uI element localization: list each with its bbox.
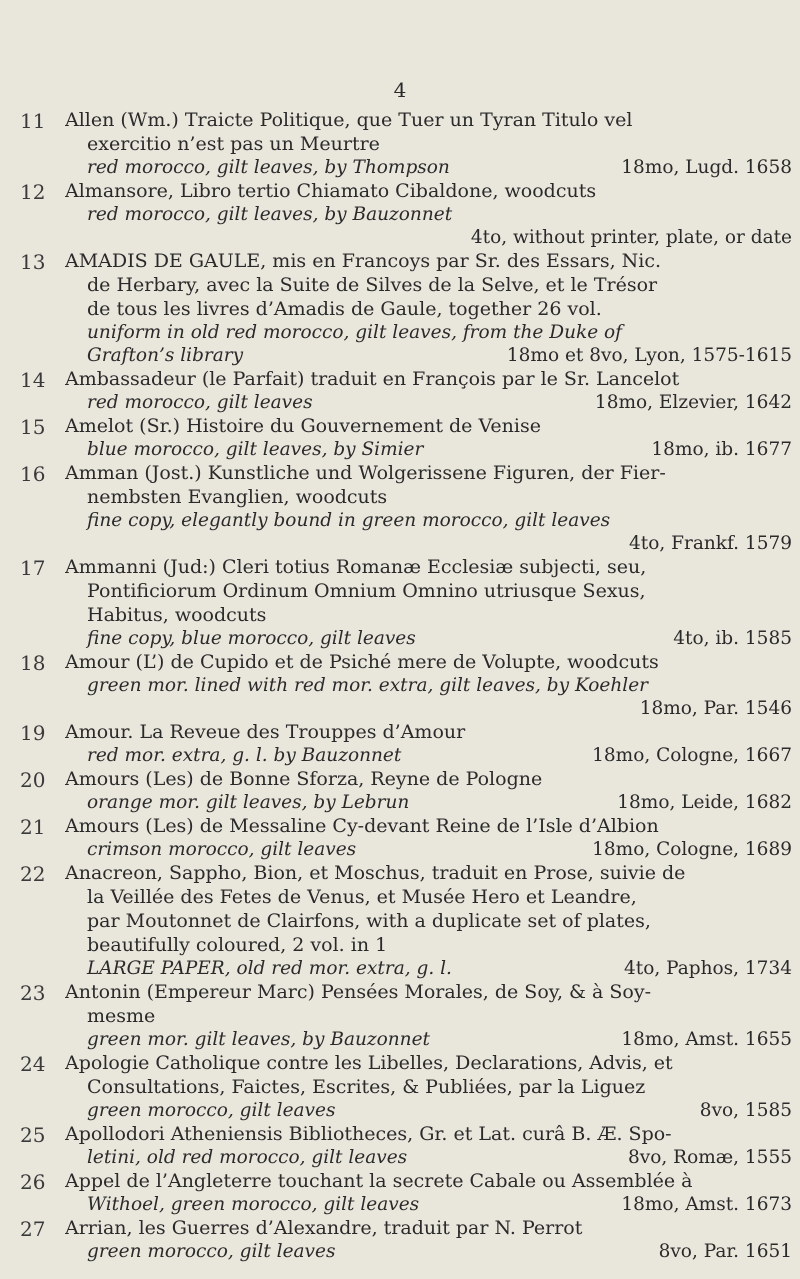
catalogue-entry: [0, 1122, 800, 1169]
binding-line: [65, 344, 792, 367]
binding-description: red morocco, gilt leaves, by Thompson: [87, 157, 450, 178]
catalogue-entry: [0, 980, 800, 1051]
binding-line: [65, 391, 792, 414]
lot-number: 27: [20, 1217, 46, 1241]
title-line: Anacreon, Sappho, Bion, et Moschus, traduit en Prose, suivie de: [65, 862, 686, 884]
binding-description: LARGE PAPER, old red mor. extra, g. l.: [87, 958, 452, 979]
title-line: AMADIS DE GAULE, mis en Francoys par Sr. des Essars, Nic.: [65, 250, 662, 272]
title-line: Allen (Wm.) Traicte Politique, que Tuer un Tyran Titulo vel: [65, 109, 633, 131]
catalogue-entry: [0, 720, 800, 767]
title-line: Almansore, Libro tertio Chiamato Cibaldone, woodcuts: [65, 180, 597, 202]
imprint: 18mo, Lugd. 1658: [621, 157, 792, 178]
lot-number: 19: [20, 721, 46, 745]
catalogue-entry: [0, 1051, 800, 1122]
binding-description: orange mor. gilt leaves, by Lebrun: [87, 792, 410, 813]
catalogue-entries: [0, 108, 800, 1263]
title-line: mesme: [87, 1005, 156, 1027]
binding-line: [65, 838, 792, 861]
binding-line: [65, 791, 792, 814]
catalogue-entry: [0, 861, 800, 980]
binding-description: red morocco, gilt leaves, by Bauzonnet: [87, 204, 453, 225]
title-line: Ambassadeur (le Parfait) traduit en François par le Sr. Lancelot: [65, 368, 680, 390]
lot-number: 22: [20, 862, 46, 886]
lot-number: 18: [20, 651, 46, 675]
title-line: Amours (Les) de Bonne Sforza, Reyne de Pologne: [65, 768, 543, 790]
binding-line: [65, 321, 792, 344]
entry-title: [65, 1051, 792, 1099]
catalogue-entry: [0, 555, 800, 650]
catalogue-entry: [0, 650, 800, 720]
binding-line: [65, 674, 792, 697]
imprint: 18mo, Cologne, 1689: [592, 839, 792, 860]
imprint: 8vo, Romæ, 1555: [628, 1147, 792, 1168]
lot-number: 14: [20, 368, 46, 392]
title-line: de tous les livres d’Amadis de Gaule, together 26 vol.: [87, 298, 602, 320]
title-line: Consultations, Faictes, Escrites, & Publiées, par la Liguez: [87, 1076, 646, 1098]
title-line: nembsten Evanglien, woodcuts: [87, 486, 388, 508]
title-line: Amelot (Sr.) Histoire du Gouvernement de Venise: [65, 415, 541, 437]
binding-line: [65, 509, 792, 532]
lot-number: 20: [20, 768, 46, 792]
imprint: 18mo, Amst. 1673: [621, 1194, 792, 1215]
title-line: Apollodori Atheniensis Bibliotheces, Gr. et Lat. curâ B. Æ. Spo-: [65, 1123, 672, 1145]
binding-description: fine copy, blue morocco, gilt leaves: [87, 628, 416, 649]
binding-description: letini, old red morocco, gilt leaves: [87, 1147, 408, 1168]
entry-title: [65, 650, 792, 674]
binding-line: [65, 627, 792, 650]
lot-number: 25: [20, 1123, 46, 1147]
binding-line: [65, 532, 792, 555]
entry-title: [65, 367, 792, 391]
binding-description: green morocco, gilt leaves: [87, 1100, 336, 1121]
imprint: 4to, Frankf. 1579: [629, 533, 792, 554]
imprint: 18mo et 8vo, Lyon, 1575-1615: [506, 345, 792, 366]
entry-title: [65, 861, 792, 957]
binding-line: [65, 1028, 792, 1051]
binding-description: blue morocco, gilt leaves, by Simier: [87, 439, 424, 460]
entry-title: [65, 814, 792, 838]
catalogue-entry: [0, 1169, 800, 1216]
binding-description: green morocco, gilt leaves: [87, 1241, 336, 1262]
binding-description: crimson morocco, gilt leaves: [87, 839, 357, 860]
lot-number: 21: [20, 815, 46, 839]
imprint: 8vo, 1585: [699, 1100, 792, 1121]
entry-title: [65, 461, 792, 509]
title-line: beautifully coloured, 2 vol. in 1: [87, 934, 388, 956]
lot-number: 17: [20, 556, 46, 580]
binding-description: red morocco, gilt leaves: [87, 392, 313, 413]
entry-title: [65, 1169, 792, 1193]
binding-line: [65, 957, 792, 980]
title-line: Arrian, les Guerres d’Alexandre, traduit par N. Perrot: [65, 1217, 583, 1239]
title-line: Appel de l’Angleterre touchant la secrete Cabale ou Assemblée à: [65, 1170, 693, 1192]
entry-title: [65, 980, 792, 1028]
catalogue-entry: [0, 367, 800, 414]
entry-title: [65, 179, 792, 203]
lot-number: 13: [20, 250, 46, 274]
imprint: 4to, Paphos, 1734: [624, 958, 792, 979]
entry-title: [65, 108, 792, 156]
imprint: 18mo, Amst. 1655: [621, 1029, 792, 1050]
lot-number: 12: [20, 180, 46, 204]
binding-description: Grafton’s library: [87, 345, 244, 366]
binding-line: [65, 697, 792, 720]
title-line: la Veillée des Fetes de Venus, et Musée Hero et Leandre,: [87, 886, 637, 908]
lot-number: 16: [20, 462, 46, 486]
imprint: 18mo, Leide, 1682: [617, 792, 792, 813]
imprint: 4to, ib. 1585: [673, 628, 792, 649]
imprint: 18mo, Par. 1546: [639, 698, 792, 719]
entry-title: [65, 1122, 792, 1146]
title-line: Ammanni (Jud:) Cleri totius Romanæ Ecclesiæ subjecti, seu,: [65, 556, 647, 578]
lot-number: 24: [20, 1052, 46, 1076]
binding-description: green mor. lined with red mor. extra, gilt leaves, by Koehler: [87, 675, 648, 696]
entry-title: [65, 767, 792, 791]
title-line: Apologie Catholique contre les Libelles, Declarations, Advis, et: [65, 1052, 673, 1074]
catalogue-entry: [0, 249, 800, 367]
page-number: 4: [393, 78, 407, 102]
imprint: 18mo, Cologne, 1667: [592, 745, 792, 766]
title-line: Antonin (Empereur Marc) Pensées Morales, de Soy, & à Soy-: [65, 981, 651, 1003]
catalogue-entry: [0, 1216, 800, 1263]
title-line: de Herbary, avec la Suite de Silves de la Selve, et le Trésor: [87, 274, 658, 296]
imprint: 8vo, Par. 1651: [658, 1241, 792, 1262]
binding-description: green mor. gilt leaves, by Bauzonnet: [87, 1029, 430, 1050]
title-line: par Moutonnet de Clairfons, with a duplicate set of plates,: [87, 910, 651, 932]
entry-title: [65, 249, 792, 321]
entry-title: [65, 720, 792, 744]
title-line: exercitio n’est pas un Meurtre: [87, 133, 380, 155]
lot-number: 11: [20, 109, 46, 133]
catalogue-entry: [0, 108, 800, 179]
title-line: Amour (L’) de Cupido et de Psiché mere de Volupte, woodcuts: [65, 651, 659, 673]
title-line: Pontificiorum Ordinum Omnium Omnino utriusque Sexus,: [87, 580, 646, 602]
catalogue-entry: [0, 461, 800, 555]
binding-line: [65, 744, 792, 767]
imprint: 18mo, ib. 1677: [651, 439, 792, 460]
imprint: 18mo, Elzevier, 1642: [594, 392, 792, 413]
binding-line: [65, 1240, 792, 1263]
binding-line: [65, 1146, 792, 1169]
title-line: Amour. La Reveue des Trouppes d’Amour: [65, 721, 466, 743]
binding-description: red mor. extra, g. l. by Bauzonnet: [87, 745, 402, 766]
title-line: Amours (Les) de Messaline Cy-devant Reine de l’Isle d’Albion: [65, 815, 659, 837]
binding-line: [65, 203, 792, 226]
binding-line: [65, 156, 792, 179]
binding-description: fine copy, elegantly bound in green morocco, gilt leaves: [87, 510, 611, 531]
binding-line: [65, 226, 792, 249]
catalogue-entry: [0, 767, 800, 814]
title-line: Amman (Jost.) Kunstliche und Wolgerissene Figuren, der Fier-: [65, 462, 666, 484]
binding-line: [65, 1193, 792, 1216]
binding-description: uniform in old red morocco, gilt leaves, from the Duke of: [87, 322, 623, 343]
title-line: Habitus, woodcuts: [87, 604, 267, 626]
binding-line: [65, 438, 792, 461]
lot-number: 23: [20, 981, 46, 1005]
imprint: 4to, without printer, plate, or date: [470, 227, 792, 248]
catalogue-entry: [0, 414, 800, 461]
catalogue-entry: [0, 179, 800, 249]
lot-number: 15: [20, 415, 46, 439]
entry-title: [65, 1216, 792, 1240]
lot-number: 26: [20, 1170, 46, 1194]
binding-description: Withoel, green morocco, gilt leaves: [87, 1194, 420, 1215]
catalogue-entry: [0, 814, 800, 861]
binding-line: [65, 1099, 792, 1122]
entry-title: [65, 414, 792, 438]
entry-title: [65, 555, 792, 627]
